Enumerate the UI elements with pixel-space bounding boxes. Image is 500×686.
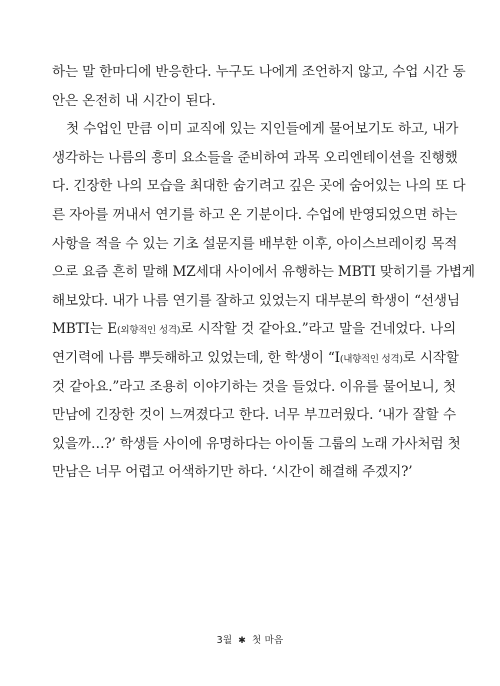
text-line: 하는 말 한마디에 반응한다. 누구도 나에게 조언하지 않고, 수업 시간 동: [52, 64, 466, 80]
text-line: [52, 315, 456, 344]
annotation-text: (내향적인 성격): [339, 353, 403, 365]
text-span: 로 시작할: [402, 349, 459, 366]
text-line: [52, 344, 459, 373]
text-line: 만남에 긴장한 것이 느껴졌다고 한다. 너무 부끄러웠다. ‘내가 잘할 수: [52, 407, 456, 424]
text-line: 것 같아요.”라고 조용히 이야기하는 것을 들었다. 이유를 물어보니, 첫: [52, 378, 456, 395]
footer-chapter: 3월: [216, 635, 233, 646]
text-line: 만남은 너무 어렵고 어색하기만 하다. ‘시간이 해결해 주겠지?’: [52, 464, 413, 481]
body-text: [52, 58, 475, 487]
text-line: 해보았다. 내가 나름 연기를 잘하고 있었는지 대부분의 학생이 “선생님: [52, 292, 460, 309]
text-span: 로 시작할 것 같아요.”라고 말을 건네었다. 나의: [180, 321, 457, 338]
annotation-text: (외향적인 성격): [117, 325, 181, 337]
text-line: 사항을 적을 수 있는 기초 설문지를 배부한 이후, 아이스브레이킹 목적: [52, 235, 458, 252]
footer-title: 첫 마음: [252, 635, 284, 646]
text-line: 생각하는 나름의 흥미 요소들을 준비하여 과목 오리엔테이션을 진행했: [52, 149, 458, 166]
text-line: 있을까…?’ 학생들 사이에 유명하다는 아이돌 그룹의 노래 가사처럼 첫: [52, 435, 461, 452]
footer-separator-icon: ✱: [238, 636, 246, 646]
text-line: 다. 긴장한 나의 모습을 최대한 숨기려고 깊은 곳에 숨어있는 나의 또 다: [52, 178, 466, 195]
page-footer: [0, 632, 500, 646]
text-span: MBTI는 E: [52, 321, 118, 338]
text-line: 른 자아를 꺼내서 연기를 하고 온 기분이다. 수업에 반영되었으면 하는: [52, 206, 458, 223]
text-line: 으로 요즘 흔히 말해 MZ세대 사이에서 유행하는 MBTI 맞히기를 가볍게: [52, 264, 475, 281]
text-line: 안은 온전히 내 시간이 된다.: [52, 92, 216, 109]
text-line: 첫 수업인 만큼 이미 교직에 있는 지인들에게 물어보기도 하고, 내가: [66, 121, 459, 138]
text-span: 연기력에 나름 뿌듯해하고 있었는데, 한 학생이 “I: [52, 349, 340, 366]
